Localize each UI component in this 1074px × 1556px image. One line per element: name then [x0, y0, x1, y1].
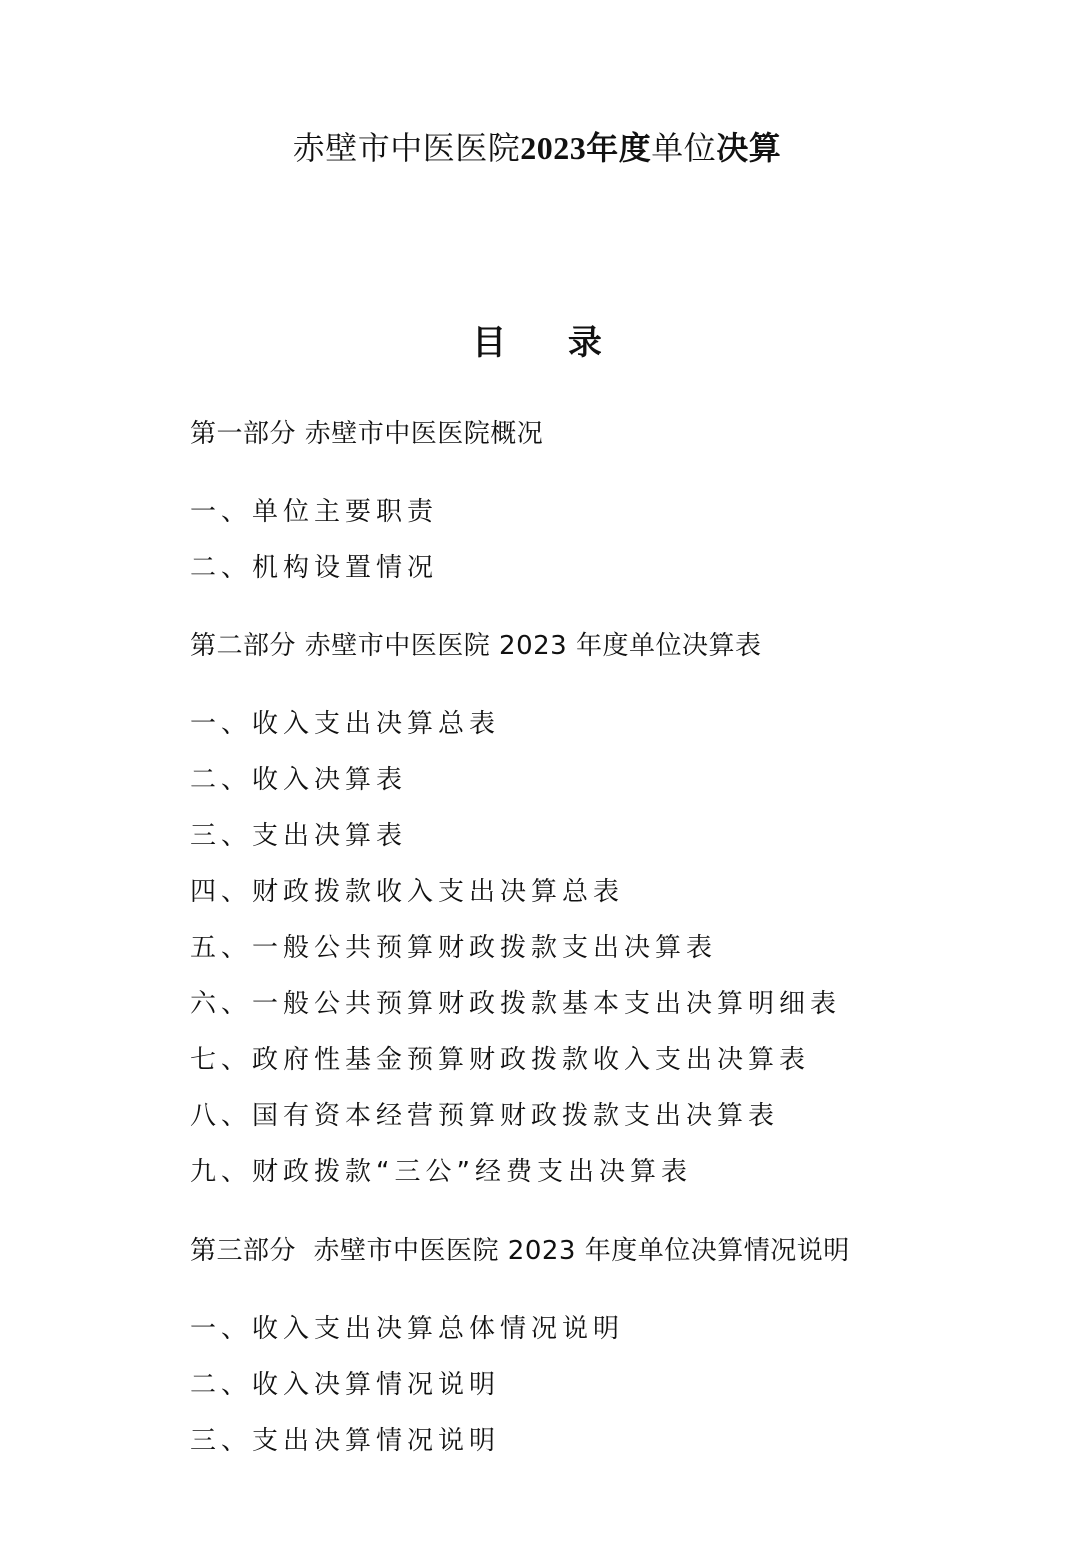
toc-part-2-item-3: 三、支出决算表	[190, 821, 408, 851]
toc-part-3-item-3: 三、支出决算情况说明	[190, 1426, 501, 1456]
toc-part-1-item-2: 二、机构设置情况	[190, 553, 439, 583]
toc-part-2-item-5: 五、一般公共预算财政拨款支出决算表	[190, 933, 718, 963]
toc-part-2-item-6: 六、一般公共预算财政拨款基本支出决算明细表	[190, 989, 842, 1019]
toc-part-2-item-9: 九、财政拨款“三公”经费支出决算表	[190, 1157, 692, 1187]
toc-heading: 目 录	[472, 323, 602, 363]
document-title	[0, 124, 1074, 172]
toc-part-2-item-8: 八、国有资本经营预算财政拨款支出决算表	[190, 1101, 780, 1131]
toc-part-1-item-1: 一、单位主要职责	[190, 497, 439, 527]
toc-part-2-item-2: 二、收入决算表	[190, 765, 408, 795]
toc-part-2-heading: 第二部分 赤壁市中医医院 2023 年度单位决算表	[190, 631, 762, 661]
toc-part-1-heading: 第一部分 赤壁市中医医院概况	[190, 419, 544, 449]
toc-part-3-item-1: 一、收入支出决算总体情况说明	[190, 1314, 625, 1344]
toc-part-2-item-4: 四、财政拨款收入支出决算总表	[190, 877, 625, 907]
title-prefix: 赤壁市中医医院	[292, 129, 521, 167]
title-suffix: 决算	[716, 129, 782, 167]
title-year: 2023	[520, 130, 587, 166]
toc-part-3-heading: 第三部分 赤壁市中医医院 2023 年度单位决算情况说明	[190, 1236, 850, 1266]
toc-part-3-item-2: 二、收入决算情况说明	[190, 1370, 501, 1400]
title-unit: 单位	[651, 129, 717, 167]
toc-part-2-item-1: 一、收入支出决算总表	[190, 709, 501, 739]
title-mid: 年度	[586, 129, 652, 167]
toc-part-2-item-7: 七、政府性基金预算财政拨款收入支出决算表	[190, 1045, 811, 1075]
